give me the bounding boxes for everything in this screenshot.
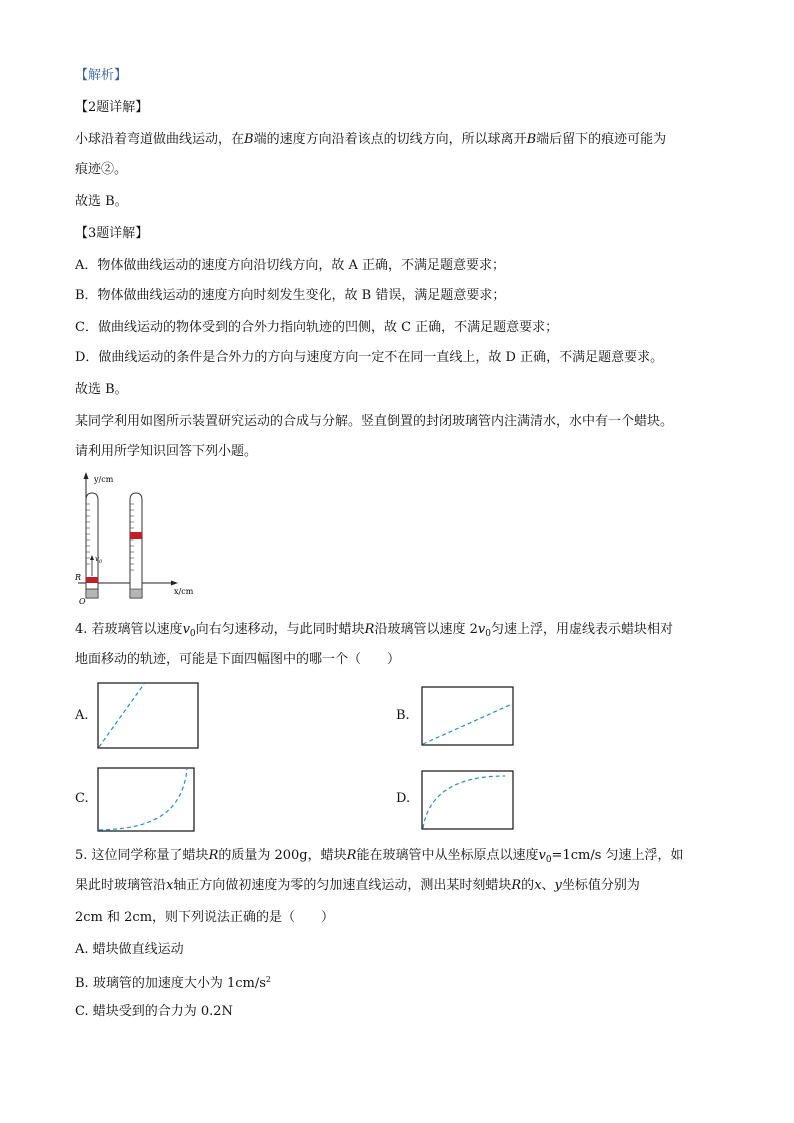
q4-option-c-label: C. (75, 791, 89, 806)
q3-option-a: A．物体做曲线运动的速度方向沿切线方向，故 A 正确，不满足题意要求； (75, 258, 506, 273)
q2-paragraph-line1: 小球沿着弯道做曲线运动，在B端的速度方向沿着该点的切线方向，所以球离开B端后留下的痕迹可能为 (75, 132, 667, 147)
q4-option-d-graph[interactable] (421, 770, 514, 830)
q4-option-a-graph[interactable] (97, 682, 199, 749)
q3-option-d: D．做曲线运动的条件是合外力的方向与速度方向一定不在同一直线上，故 D 正确，不满足题意要求。 (75, 350, 664, 365)
q5-option-a[interactable]: A. 蜡块做直线运动 (75, 942, 184, 957)
intro-line1: 某同学利用如图所示装置研究运动的合成与分解。竖直倒置的封闭玻璃管内注满清水，水中有一个蜡块。 (75, 414, 674, 429)
q4-option-d-label: D. (396, 791, 411, 806)
intro-line2: 请利用所学知识回答下列小题。 (75, 444, 258, 459)
q2-answer: 故选 B。 (75, 194, 128, 209)
q4-option-b-label: B. (396, 708, 410, 723)
q4-option-c-graph[interactable] (97, 767, 195, 832)
q2-paragraph-line2: 痕迹②。 (75, 162, 128, 177)
block-label: R (75, 573, 82, 582)
glass-tube-right (130, 493, 142, 598)
q3-detail-label: 【3题详解】 (75, 226, 149, 241)
q5-option-c[interactable]: C. 蜡块受到的合力为 0.2N (75, 1004, 233, 1019)
q3-answer: 故选 B。 (75, 382, 128, 397)
q3-option-c: C．做曲线运动的物体受到的合外力指向轨迹的凹侧，故 C 正确，不满足题意要求； (75, 320, 559, 335)
q5-line1: 5. 这位同学称量了蜡块R的质量为 200g，蜡块R能在玻璃管中从坐标原点以速度$v_0=1cm/s$ 匀速上浮，如 (75, 848, 684, 865)
apparatus-figure (70, 468, 194, 608)
glass-tube-left (86, 493, 98, 598)
wax-block-right (130, 532, 142, 539)
q5-line3: 2cm 和 2cm，则下列说法正确的是（ ） (75, 910, 335, 925)
q2-detail-label: 【2题详解】 (75, 100, 149, 115)
analysis-label: 【解析】 (75, 68, 128, 83)
origin-label: O (79, 597, 86, 606)
wax-block-left (86, 577, 98, 583)
x-axis-label: x/cm (174, 587, 194, 596)
q4-line1: 4. 若玻璃管以速度$v_0$向右匀速移动，与此同时蜡块R沿玻璃管以速度 $2v_0$匀速上浮，用虚线表示蜡块相对 (75, 622, 673, 639)
q5-option-b[interactable]: B. 玻璃管的加速度大小为 $1cm/s^2$ (75, 975, 271, 991)
velocity-label: $v_0$ (95, 555, 103, 565)
q3-option-b: B．物体做曲线运动的速度方向时刻发生变化，故 B 错误，满足题意要求； (75, 288, 506, 303)
q4-option-a-label: A. (75, 708, 89, 723)
y-axis-label: y/cm (94, 475, 114, 484)
q4-line2: 地面移动的轨迹，可能是下面四幅图中的哪一个（ ） (75, 652, 401, 667)
q5-line2: 果此时玻璃管沿x轴正方向做初速度为零的匀加速直线运动，测出某时刻蜡块R的x、y坐标值分别为 (75, 878, 640, 893)
q4-option-b-graph[interactable] (421, 686, 514, 746)
